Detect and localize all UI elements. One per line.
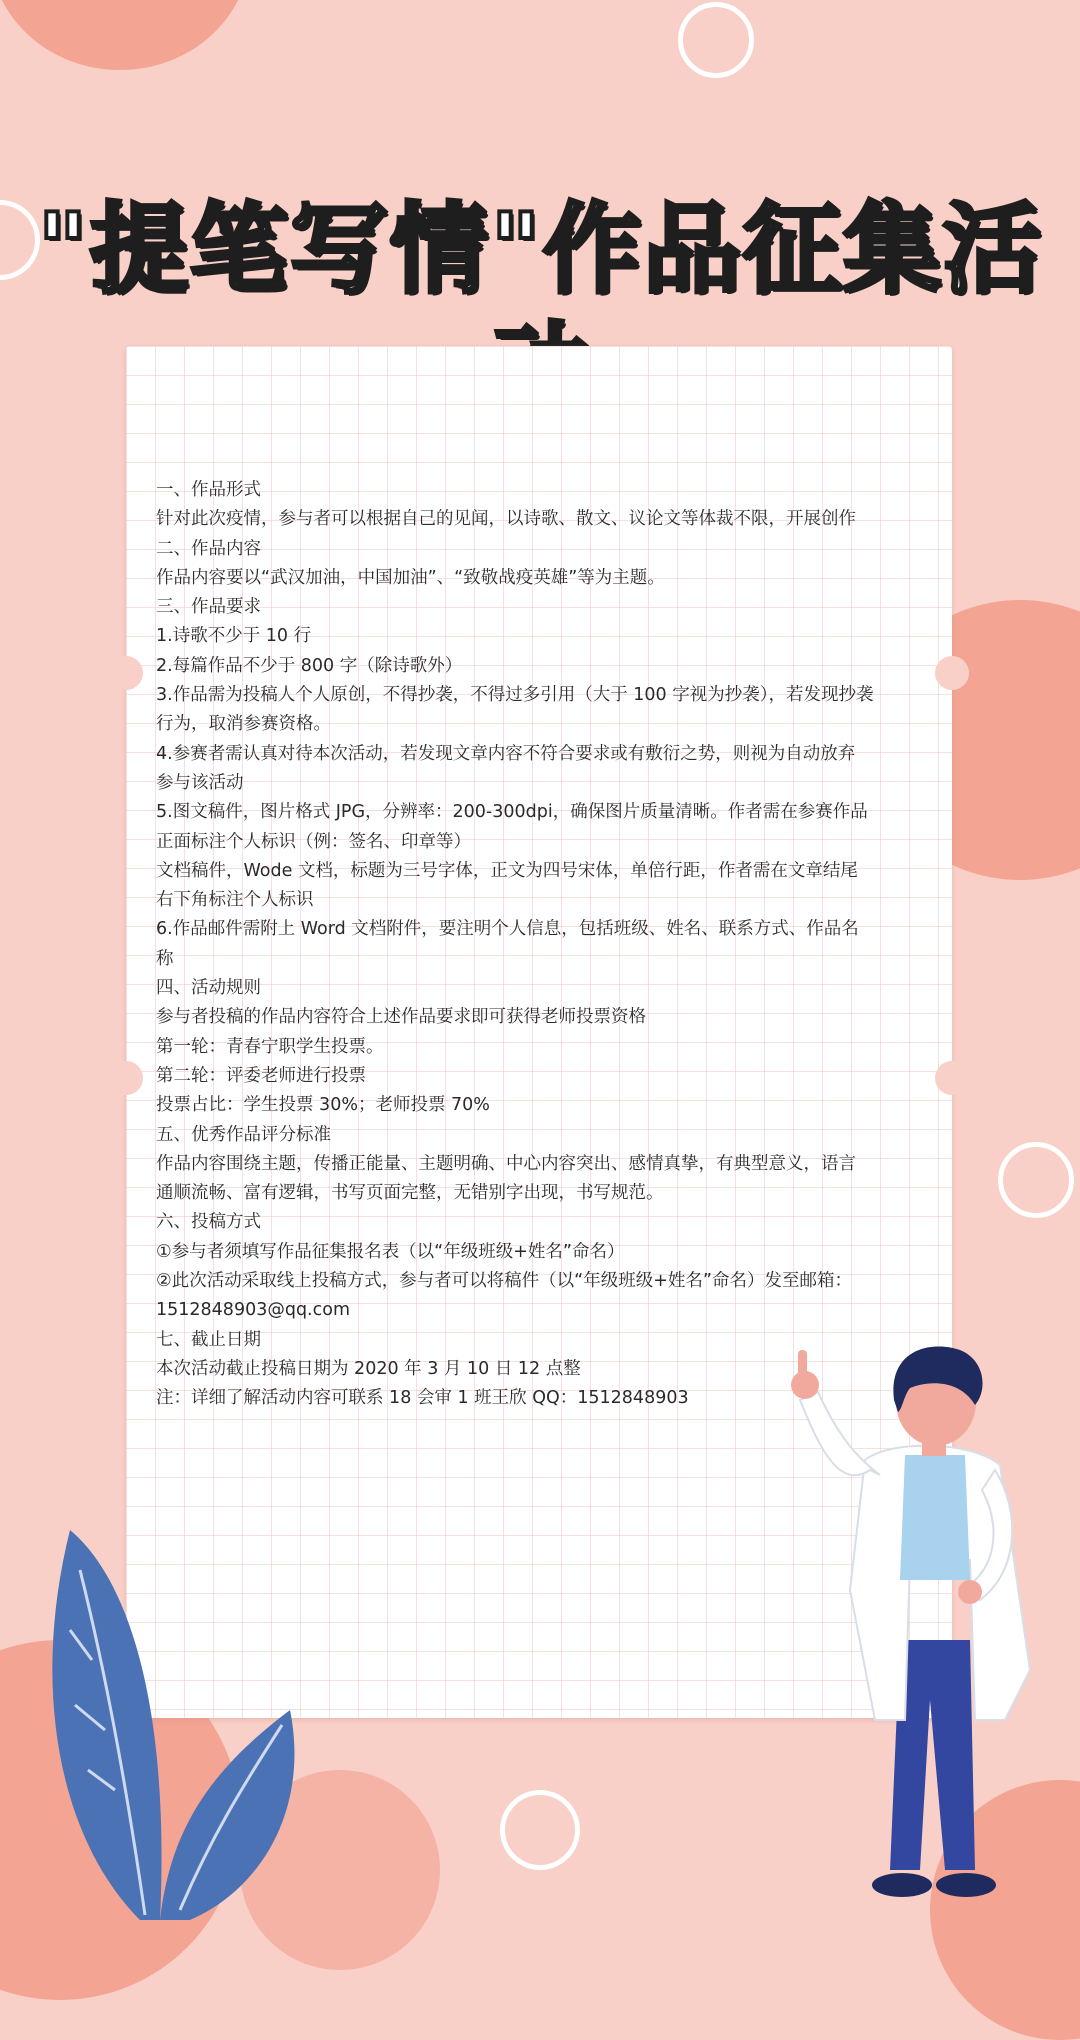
contact-note: 注：详细了解活动内容可联系 18 会审 1 班王欣 QQ：1512848903 (156, 1388, 689, 1409)
text-line: 2.每篇作品不少于 800 字（除诗歌外） (156, 655, 463, 676)
text-line: ②此次活动采取线上投稿方式，参与者可以将稿件（以“年级班级+姓名”命名）发至邮箱： (156, 1271, 852, 1292)
text-line: 文档稿件，Wode 文档，标题为三号字体，正文为四号宋体，单倍行距，作者需在文章结尾 (156, 860, 858, 881)
section-heading: 四、活动规则 (156, 978, 261, 999)
doctor-illustration (770, 1340, 1070, 1920)
text-line: 第二轮：评委老师进行投票 (156, 1065, 366, 1086)
doctor-shoe (936, 1873, 996, 1897)
text-line: 3.作品需为投稿人个人原创，不得抄袭，不得过多引用（大于 100 字视为抄袭），若发现抄袭 (156, 685, 874, 706)
leaf-left (52, 1530, 161, 1920)
text-line: 投票占比：学生投票 30%；老师投票 70% (156, 1095, 490, 1116)
notice-content (156, 476, 936, 1414)
paper-notch (935, 1061, 969, 1095)
doctor-shirt (900, 1455, 970, 1580)
section-heading: 六、投稿方式 (156, 1212, 261, 1233)
section-heading: 一、作品形式 (156, 480, 261, 500)
top-ring (678, 2, 754, 78)
text-line: 参与者投稿的作品内容符合上述作品要求即可获得老师投票资格 (156, 1007, 646, 1028)
section-heading: 二、作品内容 (156, 538, 261, 559)
doctor-finger (798, 1350, 807, 1376)
text-line: 5.图文稿件，图片格式 JPG，分辨率：200-300dpi，确保图片质量清晰。作者需在参赛作品 (156, 802, 868, 823)
section-heading: 七、截止日期 (156, 1329, 261, 1350)
text-line: 通顺流畅、富有逻辑，书写页面完整，无错别字出现，书写规范。 (156, 1183, 664, 1204)
text-line: 右下角标注个人标识 (156, 890, 314, 911)
text-line: 6.作品邮件需附上 Word 文档附件，要注明个人信息，包括班级、姓名、联系方式、作品名 (156, 919, 859, 940)
doctor-hand (958, 1580, 982, 1604)
top-left-circle (0, 0, 250, 70)
paper-notch (935, 656, 969, 690)
text-line: 本次活动截止投稿日期为 2020 年 3 月 10 日 12 点整 (156, 1358, 581, 1379)
text-line: 行为，取消参赛资格。 (156, 714, 331, 735)
doctor-shoe (872, 1873, 932, 1897)
paper-notch (109, 1061, 143, 1095)
section-heading: 五、优秀作品评分标准 (156, 1124, 331, 1145)
text-line: 参与该活动 (156, 772, 244, 793)
text-line: 1.诗歌不少于 10 行 (156, 626, 312, 647)
text-line: 作品内容围绕主题，传播正能量、主题明确、中心内容突出、感情真挚，有典型意义，语言 (156, 1153, 856, 1174)
section-heading: 三、作品要求 (156, 597, 261, 618)
paper-notch (109, 656, 143, 690)
text-line: 第一轮：青春宁职学生投票。 (156, 1036, 384, 1057)
right-ring (998, 1142, 1074, 1218)
text-line: 4.参赛者需认真对待本次活动，若发现文章内容不符合要求或有敷衍之势，则视为自动放弃 (156, 743, 856, 764)
text-line: 针对此次疫情，参与者可以根据自己的见闻，以诗歌、散文、议论文等体裁不限，开展创作 (156, 509, 856, 530)
email-text: 1512848903@qq.com (156, 1300, 350, 1321)
text-line: 作品内容要以“武汉加油，中国加油”、“致敬战疫英雄”等为主题。 (156, 567, 665, 588)
page-title: "提笔写情"作品征集活 (36, 193, 1044, 307)
text-line: 正面标注个人标识（例：签名、印章等） (156, 831, 471, 852)
bottom-ring (500, 1790, 580, 1870)
text-line: 称 (156, 948, 174, 969)
leaf-illustration (20, 1510, 340, 1920)
text-line: ①参与者须填写作品征集报名表（以“年级班级+姓名”命名） (156, 1241, 625, 1262)
